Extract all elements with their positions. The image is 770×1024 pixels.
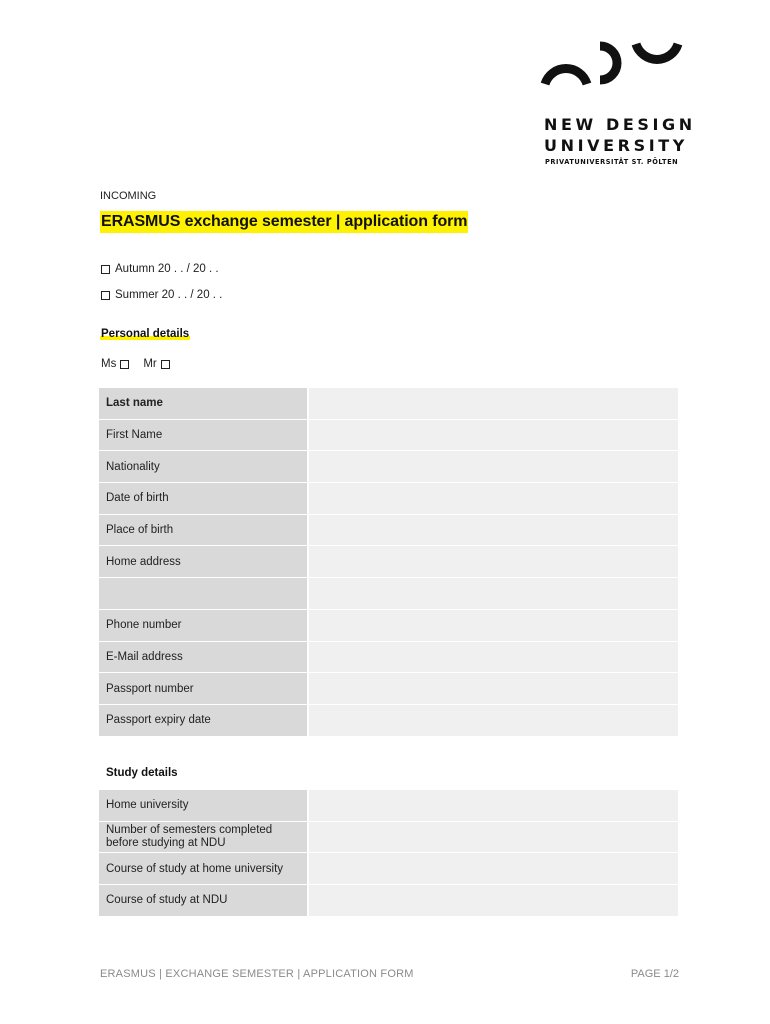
- table-row: [99, 642, 678, 674]
- ndu-logo-mark-icon: [540, 38, 685, 90]
- field-input-place-of-birth[interactable]: [309, 515, 678, 547]
- logo-text-line1: NEW DESIGN: [544, 115, 696, 134]
- field-input-phone-number[interactable]: [309, 610, 678, 642]
- field-label-passport-expiry: Passport expiry date: [99, 705, 309, 737]
- field-label-home-university: Home university: [99, 790, 309, 822]
- footer-page-number: PAGE 1/2: [630, 968, 679, 980]
- checkbox-ms[interactable]: [120, 360, 129, 369]
- table-row: [99, 610, 678, 642]
- field-label-passport-number: Passport number: [99, 673, 309, 705]
- table-row: [99, 853, 678, 885]
- field-label-course-home: Course of study at home university: [99, 853, 309, 885]
- table-row: [99, 673, 678, 705]
- semester-option-summer[interactable]: [101, 289, 222, 301]
- field-input-date-of-birth[interactable]: [309, 483, 678, 515]
- field-input-first-name[interactable]: [309, 420, 678, 452]
- field-label-place-of-birth: Place of birth: [99, 515, 309, 547]
- field-label-phone-number: Phone number: [99, 610, 309, 642]
- table-row: [99, 885, 678, 917]
- field-input-last-name[interactable]: [309, 388, 678, 420]
- study-details-heading: Study details: [106, 767, 178, 779]
- semester-label-summer: Summer 20 . . / 20 . .: [115, 289, 223, 301]
- field-label-first-name: First Name: [99, 420, 309, 452]
- field-input-course-ndu[interactable]: [309, 885, 678, 917]
- table-row: [99, 420, 678, 452]
- field-label-semesters-completed: Number of semesters completed before studying at NDU: [99, 822, 309, 854]
- semester-label-autumn: Autumn 20 . . / 20 . .: [115, 263, 219, 275]
- table-row: [99, 578, 678, 610]
- salutation-ms-label: Ms: [101, 358, 117, 370]
- field-input-home-address-2[interactable]: [309, 578, 678, 610]
- salutation-mr-label: Mr: [143, 358, 157, 370]
- table-row: [99, 515, 678, 547]
- field-input-home-address[interactable]: [309, 546, 678, 578]
- field-input-semesters-completed[interactable]: [309, 822, 678, 854]
- personal-details-heading: Personal details: [101, 328, 190, 340]
- form-title: ERASMUS exchange semester | application form: [100, 211, 468, 233]
- salutation-options: [101, 358, 170, 370]
- logo-subtitle: PRIVATUNIVERSITÄT ST. PÖLTEN: [545, 158, 679, 166]
- field-input-course-home[interactable]: [309, 853, 678, 885]
- field-label-home-address: Home address: [99, 546, 309, 578]
- personal-details-table: [99, 388, 678, 737]
- checkbox-summer[interactable]: [101, 291, 110, 300]
- field-input-nationality[interactable]: [309, 451, 678, 483]
- footer-form-title: ERASMUS | EXCHANGE SEMESTER | APPLICATION FORM: [100, 968, 414, 980]
- field-label-last-name: Last name: [99, 388, 309, 420]
- field-label-home-address-2: [99, 578, 309, 610]
- field-input-home-university[interactable]: [309, 790, 678, 822]
- table-row: [99, 790, 678, 822]
- semester-option-autumn[interactable]: [101, 263, 219, 275]
- ndu-logo: [540, 38, 696, 166]
- table-row: [99, 705, 678, 737]
- field-label-date-of-birth: Date of birth: [99, 483, 309, 515]
- table-row: [99, 546, 678, 578]
- table-row: [99, 822, 678, 854]
- table-row: [99, 483, 678, 515]
- field-input-email[interactable]: [309, 642, 678, 674]
- field-input-passport-number[interactable]: [309, 673, 678, 705]
- table-row: [99, 388, 678, 420]
- study-details-table: [99, 790, 678, 917]
- field-input-passport-expiry[interactable]: [309, 705, 678, 737]
- checkbox-autumn[interactable]: [101, 265, 110, 274]
- incoming-label: INCOMING: [100, 190, 157, 202]
- checkbox-mr[interactable]: [161, 360, 170, 369]
- table-row: [99, 451, 678, 483]
- field-label-course-ndu: Course of study at NDU: [99, 885, 309, 917]
- field-label-nationality: Nationality: [99, 451, 309, 483]
- field-label-email: E-Mail address: [99, 642, 309, 674]
- logo-text-line2: UNIVERSITY: [544, 136, 688, 155]
